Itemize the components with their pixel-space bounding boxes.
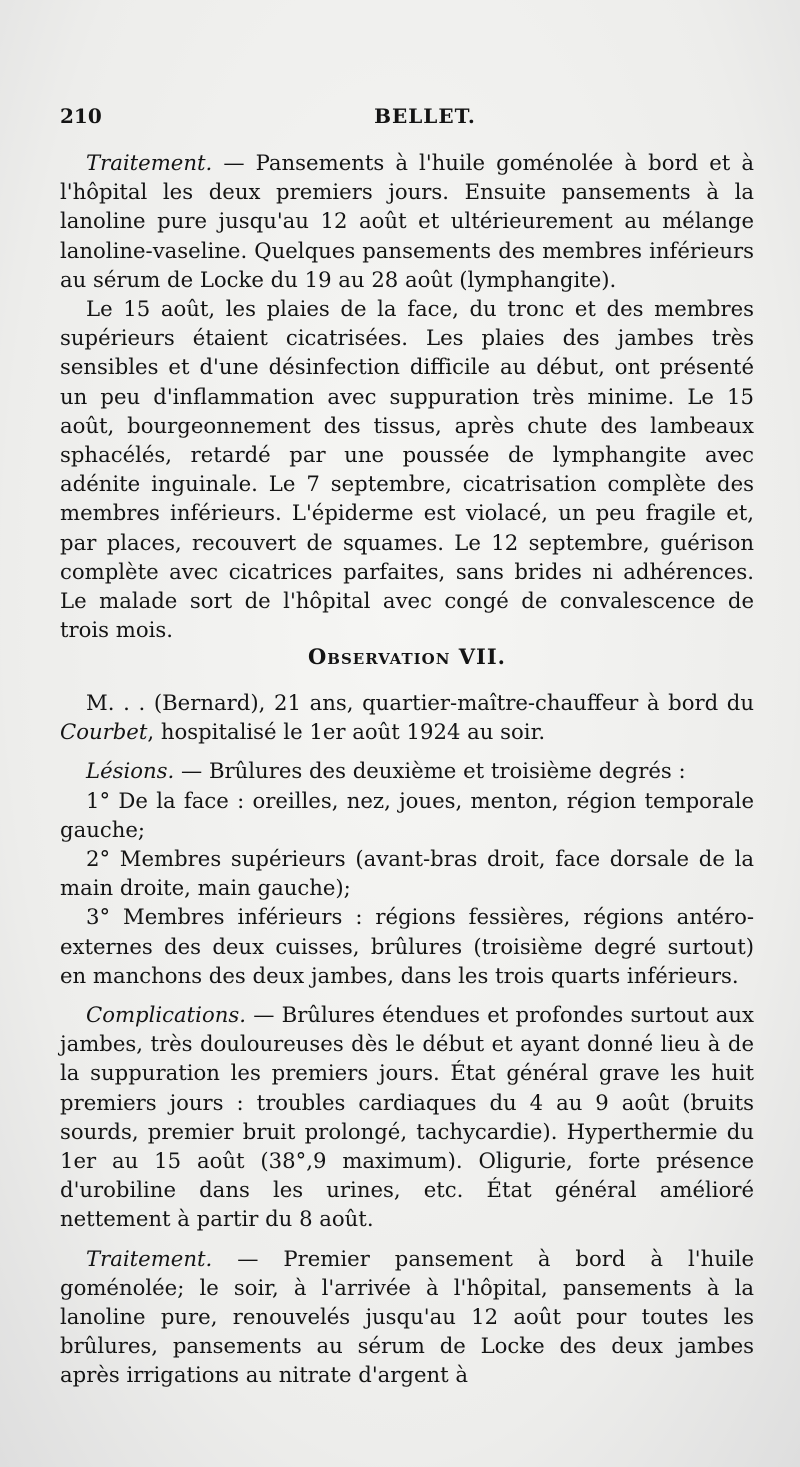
paragraph-evolution: Le 15 août, les plaies de la face, du tronc et des membres supérieurs étaient cicatrisées. Les plaies des jambes très sensibles et d'une désinfection difficile au début, ont présenté un peu d'inflammation avec suppuration très minime. Le 15 août, bourgeonnement des tissus, après chute des lambeaux sphacélés, retardé par une poussée de lymphangite avec adénite inguinale. Le 7 septembre, cicatrisation complète des membres inférieurs. L'épiderme est violacé, un peu fragile et, par places, recouvert de squames. Le 12 septembre, guérison complète avec cicatrices parfaites, sans brides ni adhérences. Le malade sort de l'hôpital avec congé de convalescence de trois mois. — [60, 296, 754, 643]
running-head: BELLET. — [374, 104, 476, 128]
label-lesions: Lésions. — [86, 758, 175, 784]
label-traitement-2: Traitement. — [86, 1245, 213, 1271]
section-continuation — [60, 148, 754, 644]
text-lesions: — Brûlures des deuxième et troisième degrés : — [174, 758, 686, 784]
paragraph-complications — [60, 1000, 754, 1234]
text-complications: — Brûlures étendues et profondes surtout aux jambes, très douloureuses dès le début et ayant donné lieu à de la suppuration les premiers jours. État général grave les huit premiers jours : troubles cardiaques du 4 au 9 août (bruits sourds, premier bruit prolongé, tachycardie). Hyperthermie du 1er au 15 août (38°,9 maximum). Oligurie, forte présence d'urobiline dans les urines, etc. État général amélioré nettement à partir du 8 août. — [60, 1002, 754, 1232]
ship-name: Courbet — [60, 719, 148, 745]
text-traitement: — Pansements à l'huile goménolée à bord et à l'hôpital les deux premiers jours. Ensuite pansements à la lanoline pure jusqu'au 12 août et ultérieurement au mélange lanoline-vaseline. Quelques pansements des membres inférieurs au sérum de Locke du 19 au 28 août (lymphangite). — [60, 150, 754, 292]
intro-text-a: M. . . (Bernard), 21 ans, quartier-maître-chauffeur à bord du — [86, 690, 754, 715]
paragraph-lesions — [60, 756, 754, 785]
lesion-item-2: 2° Membres supérieurs (avant-bras droit, face dorsale de la main droite, main gauche); — [60, 846, 754, 901]
label-complications: Complications. — [86, 1002, 246, 1028]
text-traitement-2: — Premier pansement à bord à l'huile goménolée; le soir, à l'arrivée à l'hôpital, pansements à la lanoline pure, renouvelés jusqu'au 12 août pour toutes les brûlures, pansements au sérum de Locke des deux jambes après irrigations au nitrate d'argent à — [60, 1245, 754, 1388]
paragraph-traitement-2 — [60, 1244, 754, 1390]
label-traitement: Traitement. — [86, 150, 213, 175]
paragraph-traitement — [60, 148, 754, 294]
page-header — [60, 104, 750, 138]
lesion-item-3: 3° Membres inférieurs : régions fessières, régions antéro-externes des deux cuisses, brûlures (troisième degré surtout) en manchons des deux jambes, dans les trois quarts inférieurs. — [60, 904, 754, 988]
lesion-item-1: 1° De la face : oreilles, nez, joues, menton, région temporale gauche; — [60, 787, 754, 842]
observation-title: Observation VII. — [308, 644, 506, 669]
intro-text-b: , hospitalisé le 1er août 1924 au soir. — [147, 719, 546, 745]
section-observation — [60, 688, 754, 1390]
paragraph-intro — [60, 688, 754, 746]
page-number: 210 — [60, 104, 102, 128]
